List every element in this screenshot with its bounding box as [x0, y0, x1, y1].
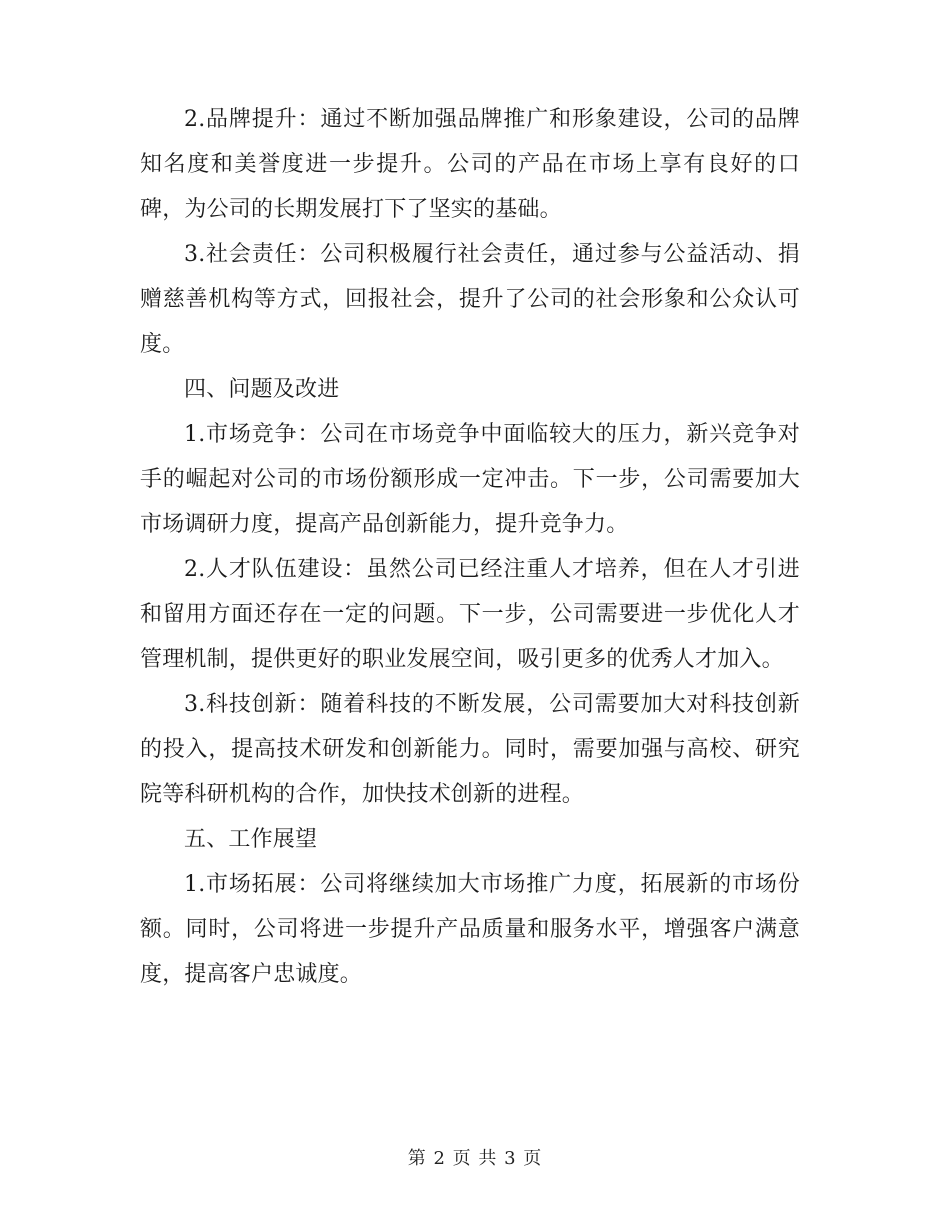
paragraph-social-responsibility: 3.社会责任：公司积极履行社会责任，通过参与公益活动、捐赠慈善机构等方式，回报社会，提升了公司的社会形象和公众认可度。 [140, 242, 800, 357]
paragraph-talent-building: 2.人才队伍建设：虽然公司已经注重人才培养，但在人才引进和留用方面还存在一定的问题。下一步，公司需要进一步优化人才管理机制，提供更好的职业发展空间，吸引更多的优秀人才加入。 [140, 557, 800, 672]
paragraph-tech-innovation: 3.科技创新：随着科技的不断发展，公司需要加大对科技创新的投入，提高技术研发和创新能力。同时，需要加强与高校、研究院等科研机构的合作，加快技术创新的进程。 [140, 692, 800, 807]
section-heading-problems: 四、问题及改进 [184, 377, 340, 402]
section-heading-outlook: 五、工作展望 [184, 827, 318, 852]
paragraph-market-competition: 1.市场竞争：公司在市场竞争中面临较大的压力，新兴竞争对手的崛起对公司的市场份额形成一定冲击。下一步，公司需要加大市场调研力度，提高产品创新能力，提升竞争力。 [140, 422, 800, 537]
paragraph-market-expansion: 1.市场拓展：公司将继续加大市场推广力度，拓展新的市场份额。同时，公司将进一步提升产品质量和服务水平，增强客户满意度，提高客户忠诚度。 [140, 872, 800, 987]
page-number-footer: 第 2 页 共 3 页 [407, 1148, 543, 1169]
document-body [140, 97, 800, 997]
paragraph-brand-improvement: 2.品牌提升：通过不断加强品牌推广和形象建设，公司的品牌知名度和美誉度进一步提升。公司的产品在市场上享有良好的口碑，为公司的长期发展打下了坚实的基础。 [140, 107, 800, 222]
